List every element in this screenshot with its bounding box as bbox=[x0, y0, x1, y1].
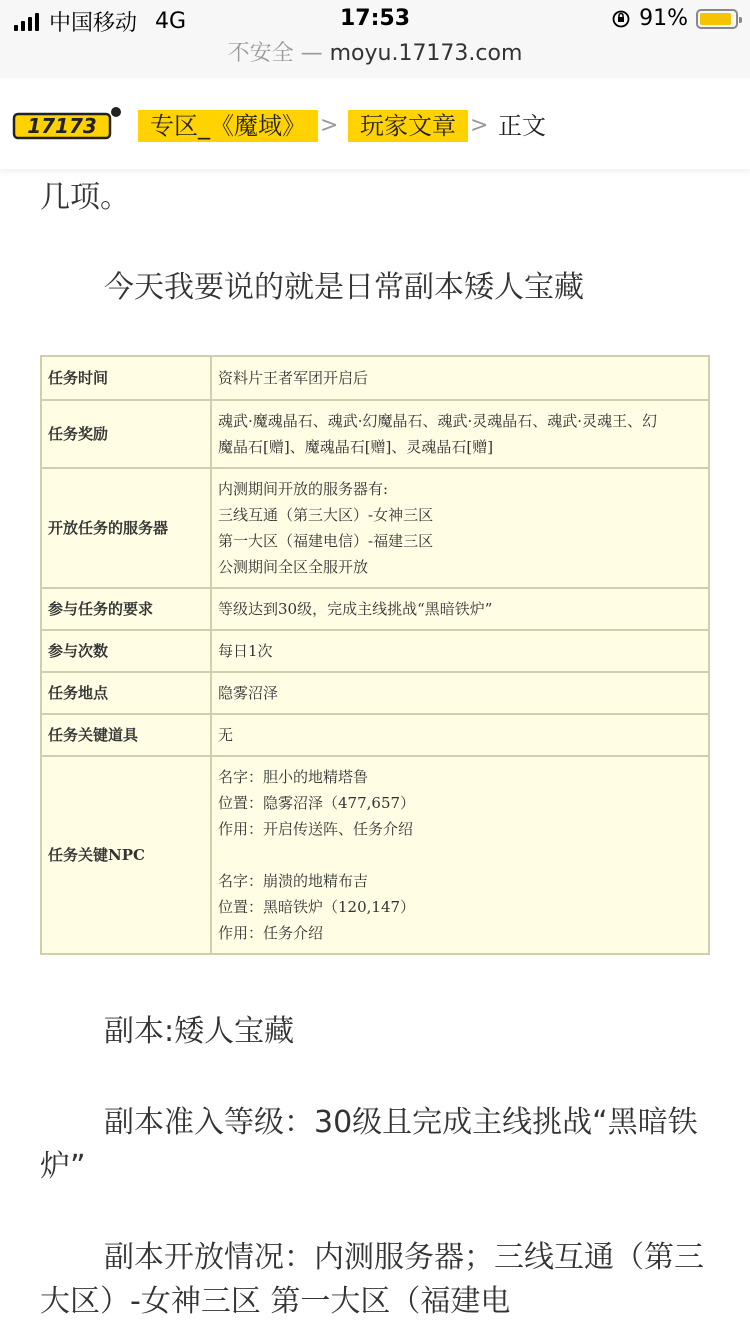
table-key: 任务关键NPC bbox=[41, 756, 211, 954]
article-intro: 今天我要说的就是日常副本矮人宝藏 bbox=[104, 270, 584, 305]
breadcrumb-current: 正文 bbox=[498, 112, 546, 140]
article-paragraph: 几项。 bbox=[40, 180, 130, 215]
site-logo[interactable] bbox=[12, 106, 122, 142]
task-info-table bbox=[40, 355, 710, 955]
article-paragraph: 副本开放情况：内测服务器；三线互通（第三大区）-女神三区 第一大区（福建电 bbox=[40, 1240, 704, 1319]
table-key: 任务地点 bbox=[41, 672, 211, 714]
battery-percent: 91% bbox=[639, 6, 688, 31]
article-paragraph: 副本:矮人宝藏 bbox=[104, 1014, 295, 1049]
table-value: 内测期间开放的服务器有: 三线互通（第三大区）-女神三区 第一大区（福建电信）-福建三区 公测期间全区全服开放 bbox=[211, 468, 709, 588]
article-paragraph: 副本准入等级：30级且完成主线挑战“黑暗铁炉” bbox=[40, 1105, 698, 1184]
table-key: 参与次数 bbox=[41, 630, 211, 672]
table-row bbox=[41, 756, 709, 954]
security-label: 不安全 bbox=[227, 41, 294, 66]
table-key: 任务关键道具 bbox=[41, 714, 211, 756]
url-separator: — bbox=[300, 41, 323, 66]
table-value: 无 bbox=[211, 714, 709, 756]
network-type: 4G bbox=[155, 9, 187, 34]
table-value: 名字：胆小的地精塔鲁 位置：隐雾沼泽（477,657） 作用：开启传送阵、任务介绍 名字：崩溃的地精布吉 位置：黑暗铁炉（120,147） 作用：任务介绍 bbox=[211, 756, 709, 954]
breadcrumb-separator: > bbox=[320, 113, 339, 138]
table-key: 参与任务的要求 bbox=[41, 588, 211, 630]
table-value: 资料片王者军团开启后 bbox=[211, 356, 709, 400]
table-row bbox=[41, 468, 709, 588]
table-value: 魂武·魔魂晶石、魂武·幻魔晶石、魂武·灵魂晶石、魂武·灵魂王、幻 魔晶石[赠]、魔魂晶石[赠]、灵魂晶石[赠] bbox=[211, 400, 709, 468]
table-row bbox=[41, 588, 709, 630]
table-value: 隐雾沼泽 bbox=[211, 672, 709, 714]
breadcrumb-articles[interactable]: 玩家文章 bbox=[348, 110, 468, 142]
orientation-lock-icon bbox=[611, 9, 631, 29]
carrier-name: 中国移动 bbox=[49, 11, 138, 36]
logo-text: 17173 bbox=[27, 114, 97, 138]
table-key: 任务时间 bbox=[41, 356, 211, 400]
address-bar[interactable] bbox=[0, 40, 750, 78]
table-row bbox=[41, 630, 709, 672]
table-value: 等级达到30级，完成主线挑战“黑暗铁炉” bbox=[211, 588, 709, 630]
url-domain: moyu.17173.com bbox=[329, 41, 523, 66]
table-row bbox=[41, 714, 709, 756]
table-row bbox=[41, 356, 709, 400]
table-row bbox=[41, 400, 709, 468]
battery-icon bbox=[696, 9, 738, 29]
breadcrumb-zone[interactable]: 专区_《魔域》 bbox=[138, 110, 318, 142]
breadcrumb-separator: > bbox=[470, 113, 489, 138]
status-bar bbox=[0, 0, 750, 40]
battery-status bbox=[611, 6, 738, 31]
clock: 17:53 bbox=[339, 6, 411, 31]
table-value: 每日1次 bbox=[211, 630, 709, 672]
table-key: 开放任务的服务器 bbox=[41, 468, 211, 588]
table-key: 任务奖励 bbox=[41, 400, 211, 468]
table-row bbox=[41, 672, 709, 714]
